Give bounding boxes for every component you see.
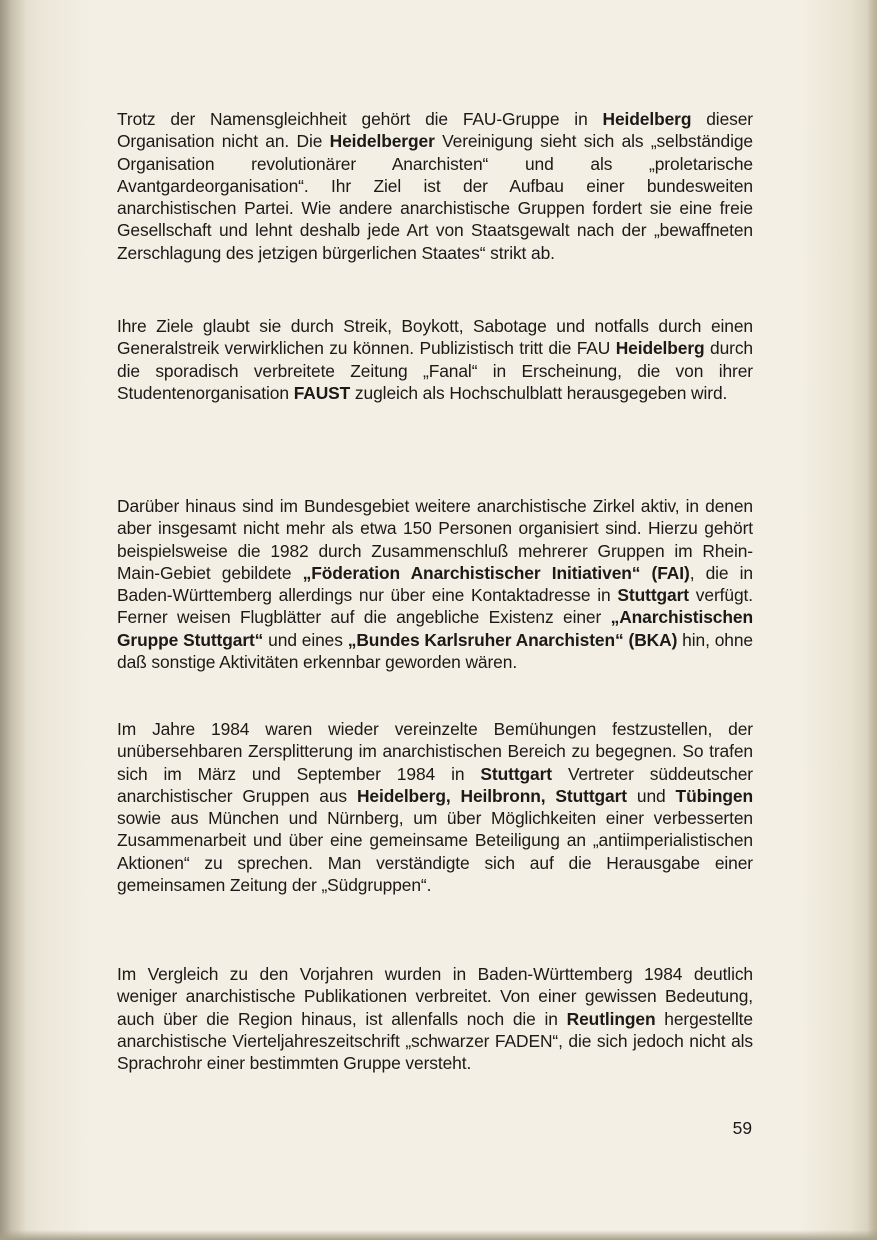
text-run: Trotz der Namensgleichheit gehört die FAU-Gruppe in	[117, 109, 603, 129]
text-run: Im Jahre 1984 waren wieder vereinzelte Bemühungen festzustellen, der unübersehbaren Zersplitterung im anarchistischen Bereich zu begegnen. So trafen sich im März und September 1984 in	[117, 719, 753, 784]
bold-text-run: Stuttgart	[480, 763, 552, 784]
page-edge-bottom	[0, 1230, 877, 1240]
bold-text-run: Heidelberg, Heilbronn, Stuttgart	[356, 785, 627, 806]
bold-text-run: „Anarchistischen Gruppe Stuttgart“	[117, 607, 753, 650]
bold-text-run: Reutlingen	[566, 1008, 656, 1029]
text-run: Vereinigung sieht sich als „selbständige Organisation revolutionärer Anarchisten“ und als „proletarische Avantgardeorganisation“. Ihr Ziel ist der Aufbau einer bundesweiten anarchistischen Partei. Wie andere anarchistische Gruppen fordert sie eine freie Gesellschaft und lehnt deshalb jede Art von Staatsgewalt nach der „bewaffneten Zerschlagung des jetzigen bürgerlichen Staates“ strikt ab.	[117, 131, 753, 263]
page-number: 59	[732, 1118, 752, 1138]
paragraph-2	[117, 315, 753, 404]
text-run: hergestellte anarchistische Vierteljahreszeitschrift „schwarzer FADEN“, die sich jedoch nicht als Sprachrohr einer bestimmten Gruppe versteht.	[117, 1008, 753, 1074]
text-run: verfügt. Ferner weisen Flugblätter auf die angebliche Existenz einer	[117, 585, 753, 628]
text-run: Ihre Ziele glaubt sie durch Streik, Boykott, Sabotage und notfalls durch einen Generalstreik verwirklichen zu können. Publizistisch tritt die FAU	[117, 316, 753, 359]
text-run: Darüber hinaus sind im Bundesgebiet weitere anarchistische Zirkel aktiv, in denen aber insgesamt nicht mehr als etwa 150 Personen organisiert sind. Hierzu gehört beispielsweise die 1982 durch Zusammenschluß mehrerer Gruppen im Rhein-Main-Gebiet gebildete	[117, 496, 753, 583]
bold-text-run: Tübingen	[675, 785, 753, 806]
text-run: durch die sporadisch verbreitete Zeitung „Fanal“ in Erscheinung, die von ihrer Studentenorganisation	[117, 338, 754, 403]
text-run: dieser Organisation nicht an. Die	[117, 109, 753, 152]
bold-text-run: „Föderation Anarchistischer Initiativen“ (FAI)	[302, 562, 690, 583]
paragraph-1	[117, 108, 753, 264]
text-run: zugleich als Hochschulblatt herausgegeben wird.	[350, 382, 728, 403]
bold-text-run: Heidelberg	[602, 109, 692, 129]
bold-text-run: Heidelberger	[329, 131, 435, 152]
paragraph-5	[117, 963, 753, 1074]
bold-text-run: Stuttgart	[617, 585, 689, 606]
text-run: , die in Baden-Württemberg allerdings nur über eine Kontaktadresse in	[117, 562, 753, 606]
page-edge-right	[867, 0, 877, 1240]
bold-text-run: „Bundes Karlsruher Anarchisten“ (BKA)	[347, 629, 678, 650]
bold-text-run: FAUST	[293, 382, 351, 403]
text-run: Im Vergleich zu den Vorjahren wurden in Baden-Württemberg 1984 deutlich weniger anarchistische Publikationen verbreitet. Von einer gewissen Bedeutung, auch über die Region hinaus, ist allenfalls noch die in	[117, 964, 753, 1029]
text-run: Vertreter süddeutscher anarchistischer Gruppen aus	[117, 763, 753, 806]
paragraph-3	[117, 495, 753, 673]
paragraph-4	[117, 718, 753, 896]
text-run: und	[626, 785, 676, 806]
spine-shadow	[0, 0, 26, 1240]
text-run: sowie aus München und Nürnberg, um über Möglichkeiten einer verbesserten Zusammenarbeit und über eine gemeinsame Beteiligung an „antiimperialistischen Aktionen“ zu sprechen. Man verständigte sich auf die Herausgabe einer gemeinsamen Zeitung der „Südgruppen“.	[117, 808, 753, 896]
bold-text-run: Heidelberg	[615, 338, 705, 359]
text-run: hin, ohne daß sonstige Aktivitäten erkennbar geworden wären.	[117, 629, 753, 673]
text-run: und eines	[263, 629, 348, 650]
